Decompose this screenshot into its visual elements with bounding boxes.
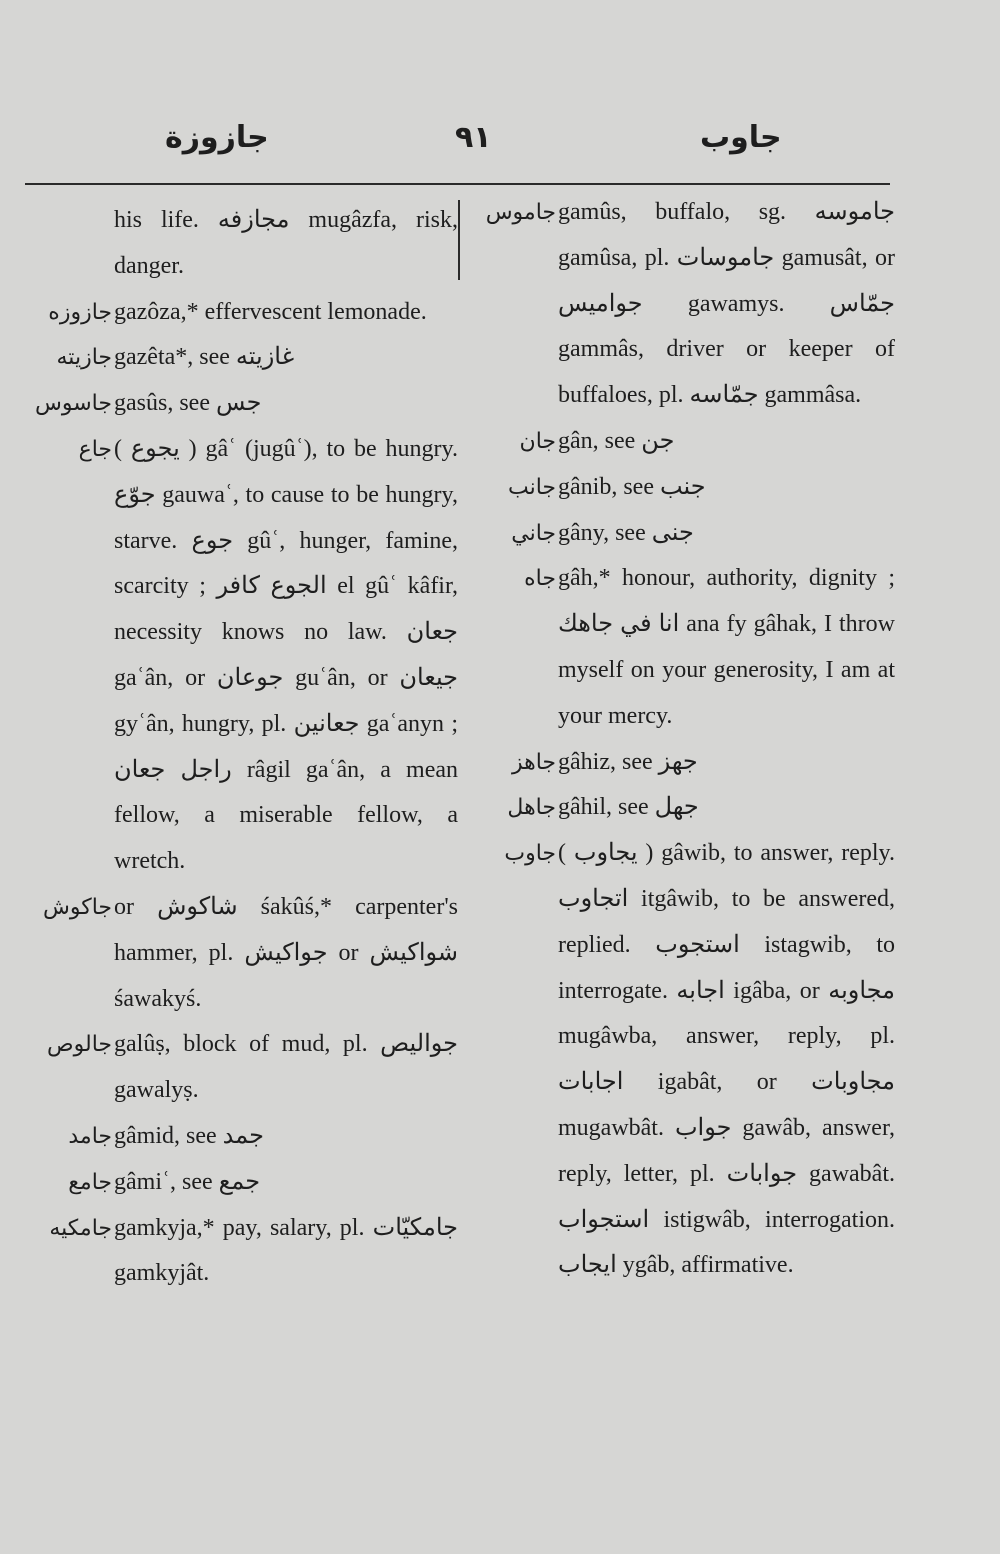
headword: جاني <box>511 520 556 546</box>
page-number: ٩١ <box>455 120 492 155</box>
headword: جاهل <box>507 795 556 821</box>
headword: جانب <box>507 474 556 500</box>
definition: his life. مجازفه mugâzfa, risk, danger. <box>114 207 458 279</box>
list-item <box>470 465 895 511</box>
headword: جامع <box>68 1169 112 1195</box>
definition: gâhiz, see جهز <box>558 748 698 775</box>
list-item <box>20 198 458 290</box>
definition: galûṣ, block of mud, pl. جواليص gawalyṣ. <box>114 1031 458 1104</box>
headword: جاكوش <box>43 894 112 920</box>
list-item <box>20 335 458 381</box>
definition: or شاكوش śakûś,* carpenter's hammer, pl. جواكيش or شواكيش śawakyś. <box>114 893 458 1012</box>
headword: جاسوس <box>35 391 112 417</box>
list-item <box>470 740 895 786</box>
headword: جازوزه <box>48 299 112 325</box>
definition: gâny, see جنى <box>558 519 694 546</box>
definition: gâh,* honour, authority, dignity ; انا في جاهك ana fy gâhak, I throw myself on your generosity, I am at your mercy. <box>558 565 896 729</box>
running-head-right: جاوب <box>700 120 782 155</box>
definition: ( يجوع ) gâʿ (jugûʿ), to be hungry. جوّع gauwaʿ, to cause to be hungry, starve. جوع gûʿ, hunger, famine, scarcity ; الجوع كافر el gûʿ kâfir, necessity knows no law. جعان gaʿân, or جوعان guʿân, or جيعان gyʿân, hungry, pl. جعانين gaʿanyn ; راجل جعان râgil gaʿân, a mean fellow, a miserable fellow, a wretch. <box>114 435 459 875</box>
list-item <box>20 1114 458 1160</box>
definition: gamkyja,* pay, salary, pl. جامكيّات gamkyjât. <box>114 1214 458 1287</box>
definition: gâmiʿ, see جمع <box>114 1168 261 1195</box>
headword: جاه <box>524 566 556 592</box>
column-divider <box>458 200 460 280</box>
header-rule <box>25 183 890 185</box>
definition: gasûs, see جس <box>114 390 262 417</box>
list-item <box>20 290 458 336</box>
definition: gazêta*, see غازيته <box>114 344 295 371</box>
headword: جاموس <box>485 200 556 225</box>
definition: gâhil, see جهل <box>558 794 699 821</box>
definition: gân, see جن <box>558 427 675 454</box>
headword: جاهز <box>511 749 556 775</box>
right-column <box>470 190 895 1289</box>
headword: جازيته <box>56 345 112 371</box>
list-item <box>470 419 895 465</box>
running-head-left: جازوزة <box>165 120 269 155</box>
definition: gazôza,* effervescent lemonade. <box>114 298 427 325</box>
list-item <box>470 785 895 831</box>
headword: جان <box>519 428 556 454</box>
list-item <box>470 511 895 557</box>
list-item <box>20 427 458 885</box>
definition: gamûs, buffalo, sg. جاموسه gamûsa, pl. جاموسات gamusât, or جواميس gawamys. جمّاس gammâs, driver or keeper of buffaloes, pl. جمّاسه gammâsa. <box>558 199 895 409</box>
headword: جاوب <box>504 841 556 867</box>
headword: جامد <box>68 1123 112 1149</box>
list-item <box>470 556 895 739</box>
list-item <box>20 1206 458 1298</box>
list-item <box>20 381 458 427</box>
list-item <box>20 1160 458 1206</box>
list-item <box>20 1022 458 1114</box>
headword: جامكيه <box>49 1215 112 1241</box>
definition: gânib, see جنب <box>558 473 706 500</box>
definition: gâmid, see جمد <box>114 1122 264 1149</box>
headword: جالوص <box>47 1032 112 1058</box>
left-column <box>20 198 458 1297</box>
list-item <box>470 831 895 1289</box>
list-item <box>20 885 458 1022</box>
definition: ( يجاوب ) gâwib, to answer, reply. اتجاوب itgâwib, to be answered, replied. استجوب istagwib, to interrogate. اجابه igâba, or مجاوبه mugâwba, answer, reply, pl. اجابات igabât, or مجاوبات mugawbât. جواب gawâb, answer, reply, letter, pl. جوابات gawabât. استجواب istigwâb, interrogation. ايجاب ygâb, affirmative. <box>558 840 895 1279</box>
list-item <box>470 190 895 419</box>
headword: جاع <box>78 436 112 462</box>
